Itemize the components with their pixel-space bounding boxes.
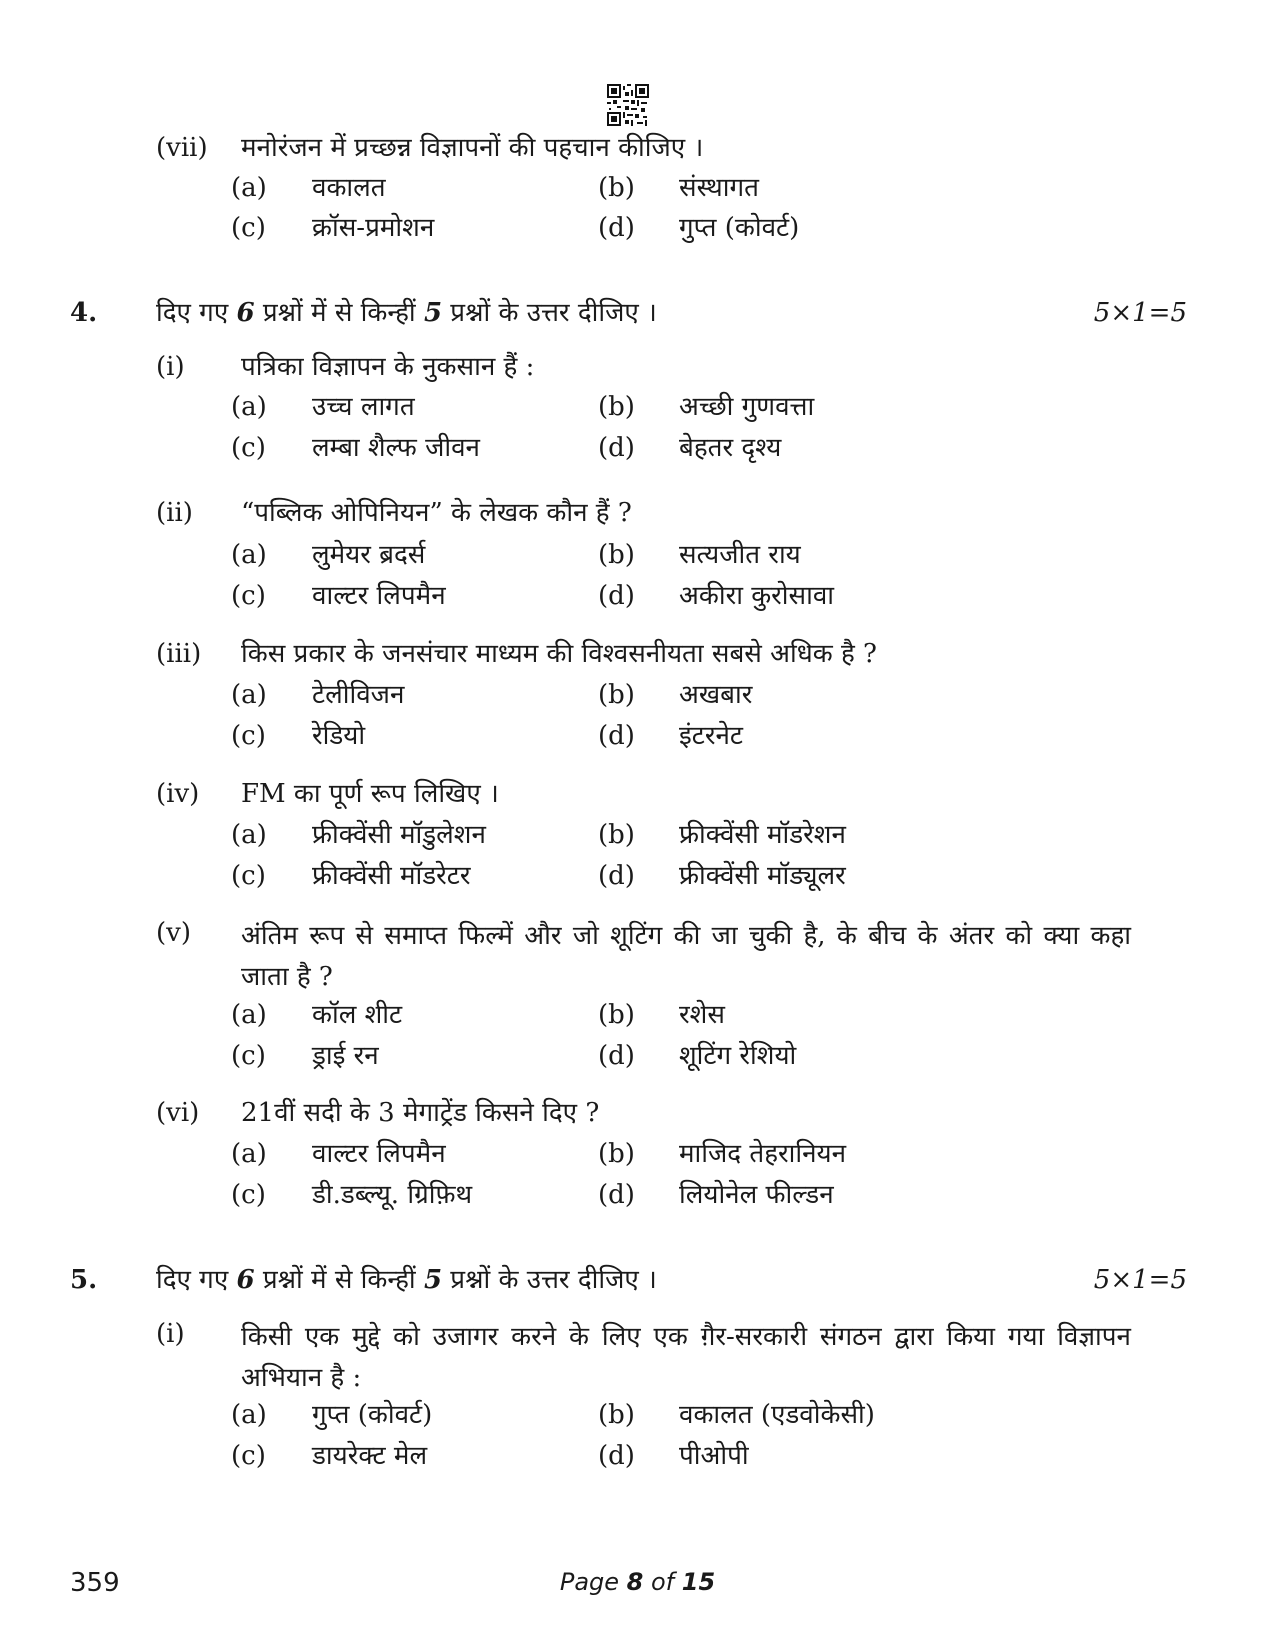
- q4-iv-option-b-label: (b): [598, 820, 635, 850]
- q4-v-label: (v): [156, 918, 191, 948]
- q3-vii-option-a-text: वकालत: [312, 173, 386, 203]
- q4-ii-option-b-label: (b): [598, 540, 635, 570]
- q4-ii-label: (ii): [156, 498, 193, 528]
- q4-v-option-a-text: कॉल शीट: [312, 1000, 403, 1030]
- q4-iii-option-d-text: इंटरनेट: [679, 721, 744, 751]
- q4-v-option-a-label: (a): [231, 1000, 267, 1030]
- q3-vii-option-b-text: संस्थागत: [679, 173, 759, 203]
- q4-v-text: अंतिम रूप से समाप्त फिल्में और जो शूटिंग की जा चुकी है, के बीच के अंतर को क्या कहा जाता है ?: [241, 921, 1131, 992]
- q4-iii-option-b-label: (b): [598, 680, 635, 710]
- q3-vii-text: मनोरंजन में प्रच्छन्न विज्ञापनों की पहचान कीजिए ।: [241, 133, 704, 163]
- q4-vi-option-b-text: माजिद तेहरानियन: [679, 1139, 847, 1169]
- q4-v-option-b-label: (b): [598, 1000, 635, 1030]
- q4-vi-text: 21वीं सदी के 3 मेगाट्रेंड किसने दिए ?: [241, 1098, 600, 1128]
- q4-iii-option-d-label: (d): [598, 721, 635, 751]
- q5-i-option-c-text: डायरेक्ट मेल: [312, 1441, 428, 1471]
- q4-ii-option-a-label: (a): [231, 540, 267, 570]
- q4-iv-text: FM का पूर्ण रूप लिखिए ।: [241, 779, 499, 809]
- q4-iv-option-c-text: फ्रीक्वेंसी मॉडरेटर: [312, 861, 471, 891]
- q4-vi-option-d-text: लियोनेल फील्डन: [679, 1180, 834, 1210]
- q5-i-option-b-label: (b): [598, 1400, 635, 1430]
- q4-iii-option-a-text: टेलीविजन: [312, 680, 405, 710]
- q3-vii-option-b-label: (b): [598, 173, 635, 203]
- q5-instruction: दिए गए 6 प्रश्नों में से किन्हीं 5 प्रश्नों के उत्तर दीजिए ।: [156, 1265, 657, 1295]
- q4-iii-option-b-text: अखबार: [679, 680, 753, 710]
- q4-i-option-c-label: (c): [231, 433, 266, 463]
- q3-vii-option-d-label: (d): [598, 213, 635, 243]
- q4-iii-option-c-text: रेडियो: [312, 721, 366, 751]
- q5-i-option-d-text: पीओपी: [679, 1441, 749, 1471]
- q4-instruction: दिए गए 6 प्रश्नों में से किन्हीं 5 प्रश्नों के उत्तर दीजिए ।: [156, 298, 657, 328]
- q4-ii-option-c-label: (c): [231, 581, 266, 611]
- q3-vii-label: (vii): [156, 133, 208, 163]
- q4-iv-option-c-label: (c): [231, 861, 266, 891]
- page-indicator: Page 8 of 15: [559, 1568, 716, 1596]
- q4-i-label: (i): [156, 352, 185, 382]
- q4-v-option-c-label: (c): [231, 1041, 266, 1071]
- q4-i-option-c-text: लम्बा शैल्फ जीवन: [312, 433, 480, 463]
- q4-ii-option-d-text: अकीरा कुरोसावा: [679, 581, 835, 611]
- q4-v-option-c-text: ड्राई रन: [312, 1041, 379, 1071]
- q5-marks: 5×1=5: [1093, 1265, 1187, 1295]
- qr-code-icon: [607, 84, 649, 126]
- q5-i-option-b-text: वकालत (एडवोकेसी): [679, 1400, 875, 1430]
- q4-ii-text: “पब्लिक ओपिनियन” के लेखक कौन हैं ?: [241, 498, 632, 528]
- q4-vi-option-d-label: (d): [598, 1180, 635, 1210]
- q3-vii-option-c-label: (c): [231, 213, 266, 243]
- paper-code: 359: [70, 1568, 120, 1598]
- q4-iii-option-a-label: (a): [231, 680, 267, 710]
- q4-vi-option-c-label: (c): [231, 1180, 266, 1210]
- q4-number: 4.: [70, 298, 98, 328]
- q4-i-option-a-label: (a): [231, 392, 267, 422]
- q4-ii-option-b-text: सत्यजीत राय: [679, 540, 801, 570]
- q4-i-option-d-text: बेहतर दृश्य: [679, 433, 782, 463]
- q4-vi-label: (vi): [156, 1098, 200, 1128]
- q4-iv-label: (iv): [156, 779, 200, 809]
- q4-vi-option-a-label: (a): [231, 1139, 267, 1169]
- q5-number: 5.: [70, 1265, 98, 1295]
- q4-vi-option-b-label: (b): [598, 1139, 635, 1169]
- q5-i-text: किसी एक मुद्दे को उजागर करने के लिए एक ग़ैर-सरकारी संगठन द्वारा किया गया विज्ञापन अभियान है :: [241, 1322, 1131, 1393]
- q4-v-option-b-text: रशेस: [679, 1000, 725, 1030]
- q3-vii-option-d-text: गुप्त (कोवर्ट): [679, 213, 800, 243]
- q4-iii-text: किस प्रकार के जनसंचार माध्यम की विश्वसनीयता सबसे अधिक है ?: [241, 639, 877, 669]
- q4-iv-option-a-text: फ्रीक्वेंसी मॉडुलेशन: [312, 820, 486, 850]
- q3-vii-option-a-label: (a): [231, 173, 267, 203]
- q3-vii-option-c-text: क्रॉस-प्रमोशन: [312, 213, 435, 243]
- q4-iii-option-c-label: (c): [231, 721, 266, 751]
- q4-iv-option-d-label: (d): [598, 861, 635, 891]
- q5-i-option-d-label: (d): [598, 1441, 635, 1471]
- q5-i-option-c-label: (c): [231, 1441, 266, 1471]
- q4-iv-option-d-text: फ्रीक्वेंसी मॉड्यूलर: [679, 861, 846, 891]
- q4-ii-option-c-text: वाल्टर लिपमैन: [312, 581, 446, 611]
- q4-i-text: पत्रिका विज्ञापन के नुकसान हैं :: [241, 352, 535, 382]
- q4-i-option-b-label: (b): [598, 392, 635, 422]
- q4-vi-option-c-text: डी.डब्ल्यू. ग्रिफ़िथ: [312, 1180, 473, 1210]
- q5-i-label: (i): [156, 1319, 185, 1349]
- q5-i-option-a-label: (a): [231, 1400, 267, 1430]
- q4-v-option-d-text: शूटिंग रेशियो: [679, 1041, 797, 1071]
- q4-iv-option-a-label: (a): [231, 820, 267, 850]
- q4-marks: 5×1=5: [1093, 298, 1187, 328]
- q5-i-option-a-text: गुप्त (कोवर्ट): [312, 1400, 433, 1430]
- q4-iii-label: (iii): [156, 639, 202, 669]
- q4-v-option-d-label: (d): [598, 1041, 635, 1071]
- q4-i-option-b-text: अच्छी गुणवत्ता: [679, 392, 815, 422]
- q4-iv-option-b-text: फ्रीक्वेंसी मॉडरेशन: [679, 820, 846, 850]
- q4-vi-option-a-text: वाल्टर लिपमैन: [312, 1139, 446, 1169]
- q4-ii-option-d-label: (d): [598, 581, 635, 611]
- q4-i-option-d-label: (d): [598, 433, 635, 463]
- q4-i-option-a-text: उच्च लागत: [312, 392, 415, 422]
- q4-ii-option-a-text: लुमेयर ब्रदर्स: [312, 540, 426, 570]
